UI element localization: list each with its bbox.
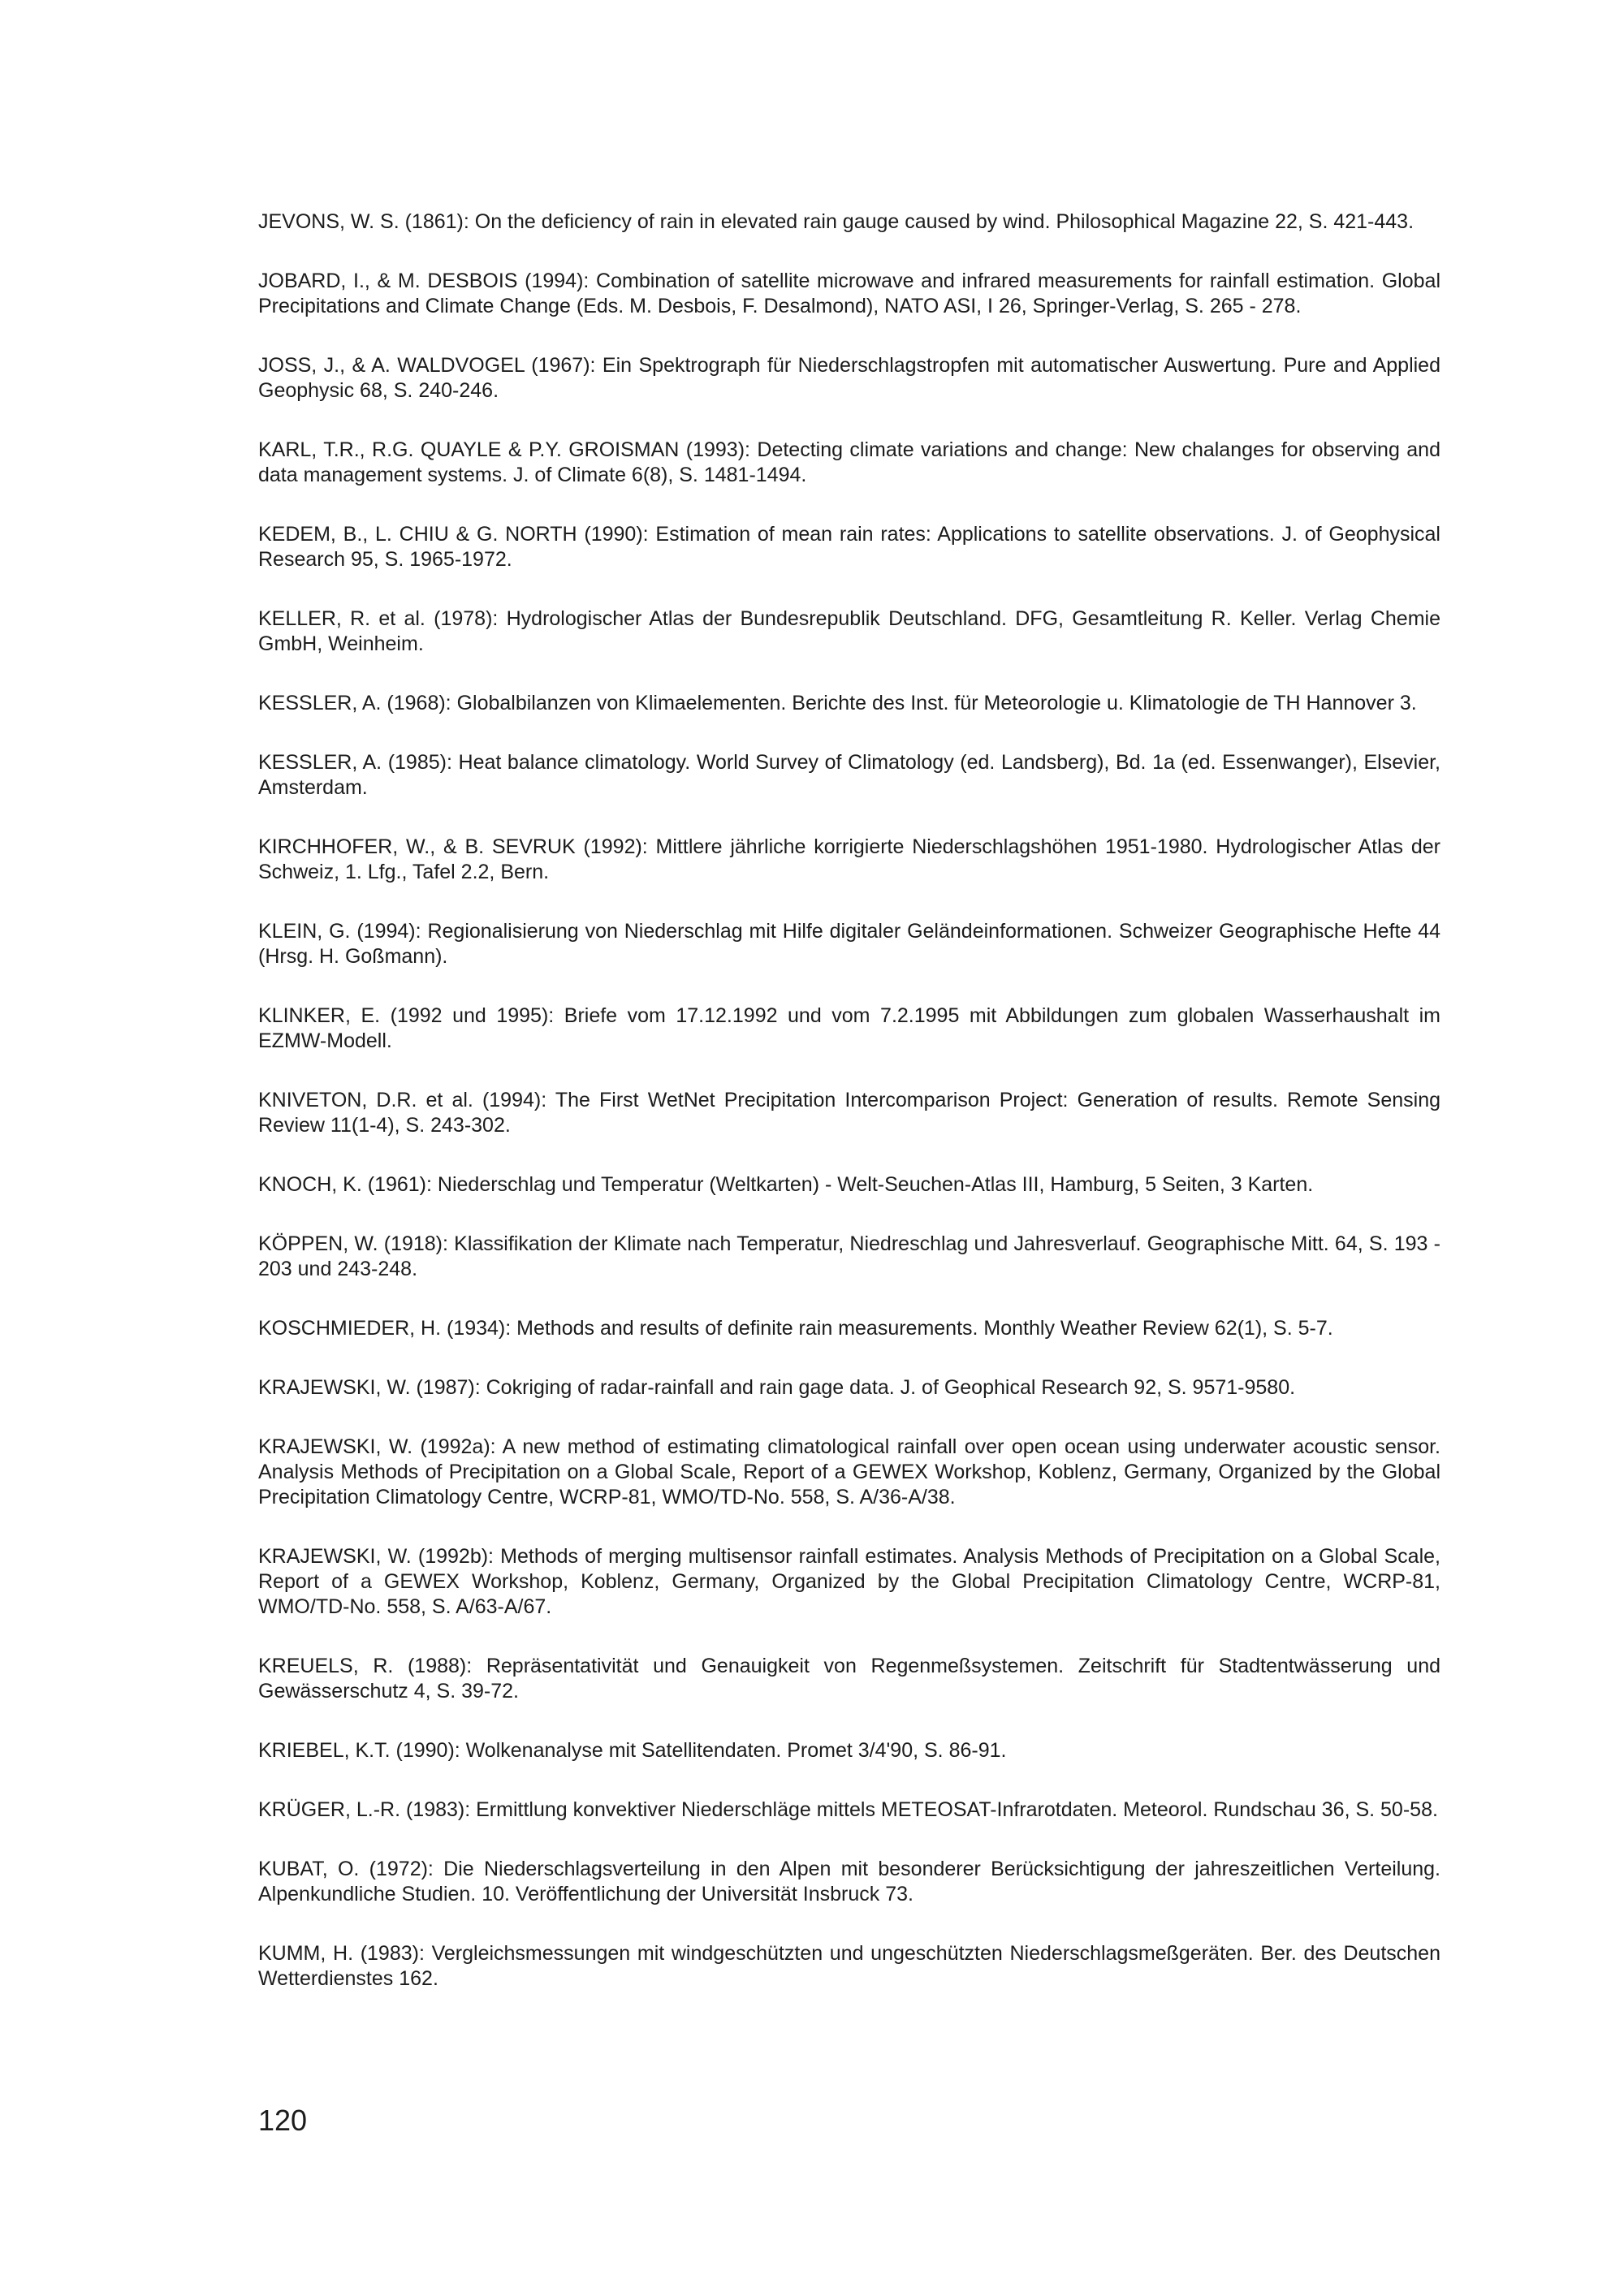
reference-entry: KUBAT, O. (1972): Die Niederschlagsverteilung in den Alpen mit besonderer Berücksichtigung der jahreszeitlichen Verteilung. Alpenkundliche Studien. 10. Veröffentlichung der Universität Insbruck 73. bbox=[258, 1858, 1440, 1905]
page-number: 120 bbox=[258, 2104, 308, 2137]
reference-entry: KESSLER, A. (1968): Globalbilanzen von Klimaelementen. Berichte des Inst. für Meteorologie u. Klimatologie de TH Hannover 3. bbox=[258, 692, 1417, 714]
reference-entry: KIRCHHOFER, W., & B. SEVRUK (1992): Mittlere jährliche korrigierte Niederschlagshöhen 1951-1980. Hydrologischer Atlas der Schweiz, 1. Lfg., Tafel 2.2, Bern. bbox=[258, 835, 1440, 883]
reference-entry: KARL, T.R., R.G. QUAYLE & P.Y. GROISMAN (1993): Detecting climate variations and change: New chalanges for observing and data management systems. J. of Climate 6(8), S. 1481-1494. bbox=[258, 438, 1440, 486]
reference-entry: KRIEBEL, K.T. (1990): Wolkenanalyse mit Satellitendaten. Promet 3/4'90, S. 86-91. bbox=[258, 1739, 1007, 1762]
reference-entry: KESSLER, A. (1985): Heat balance climatology. World Survey of Climatology (ed. Landsberg), Bd. 1a (ed. Essenwanger), Elsevier, Amsterdam. bbox=[258, 751, 1440, 799]
reference-entry: JOBARD, I., & M. DESBOIS (1994): Combination of satellite microwave and infrared measurements for rainfall estimation. Global Precipitations and Climate Change (Eds. M. Desbois, F. Desalmond), NATO ASI, I 26, Springer-Verlag, S. 265 - 278. bbox=[258, 270, 1440, 317]
reference-entry: KNOCH, K. (1961): Niederschlag und Temperatur (Weltkarten) - Welt-Seuchen-Atlas III, Hamburg, 5 Seiten, 3 Karten. bbox=[258, 1173, 1314, 1196]
reference-entry: KLEIN, G. (1994): Regionalisierung von Niederschlag mit Hilfe digitaler Geländeinformationen. Schweizer Geographische Hefte 44 (Hrsg. H. Goßmann). bbox=[258, 920, 1440, 968]
reference-entry: KEDEM, B., L. CHIU & G. NORTH (1990): Estimation of mean rain rates: Applications to satellite observations. J. of Geophysical Research 95, S. 1965-1972. bbox=[258, 523, 1440, 571]
reference-entry: KUMM, H. (1983): Vergleichsmessungen mit windgeschützten und ungeschützten Niederschlagsmeßgeräten. Ber. des Deutschen Wetterdienstes 162. bbox=[258, 1942, 1440, 1990]
reference-entry: KELLER, R. et al. (1978): Hydrologischer Atlas der Bundesrepublik Deutschland. DFG, Gesamtleitung R. Keller. Verlag Chemie GmbH, Weinheim. bbox=[258, 607, 1440, 655]
reference-list bbox=[258, 209, 1440, 2026]
reference-entry: KLINKER, E. (1992 und 1995): Briefe vom 17.12.1992 und vom 7.2.1995 mit Abbildungen zum globalen Wasserhaushalt im EZMW-Modell. bbox=[258, 1004, 1440, 1052]
reference-entry: KRAJEWSKI, W. (1987): Cokriging of radar-rainfall and rain gage data. J. of Geophical Research 92, S. 9571-9580. bbox=[258, 1376, 1296, 1399]
reference-entry: JEVONS, W. S. (1861): On the deficiency of rain in elevated rain gauge caused by wind. Philosophical Magazine 22, S. 421-443. bbox=[258, 210, 1415, 233]
reference-entry: KRAJEWSKI, W. (1992b): Methods of merging multisensor rainfall estimates. Analysis Methods of Precipitation on a Global Scale, Report of a GEWEX Workshop, Koblenz, Germany, Organized by the Global Precipitation Climatology Centre, WCRP-81, WMO/TD-No. 558, S. A/63-A/67. bbox=[258, 1545, 1440, 1618]
reference-entry: KRAJEWSKI, W. (1992a): A new method of estimating climatological rainfall over open ocean using underwater acoustic sensor. Analysis Methods of Precipitation on a Global Scale, Report of a GEWEX Workshop, Koblenz, Germany, Organized by the Global Precipitation Climatology Centre, WCRP-81, WMO/TD-No. 558, S. A/36-A/38. bbox=[258, 1435, 1440, 1508]
reference-entry: KRÜGER, L.-R. (1983): Ermittlung konvektiver Niederschläge mittels METEOSAT-Infrarotdaten. Meteorol. Rundschau 36, S. 50-58. bbox=[258, 1798, 1438, 1821]
reference-entry: KÖPPEN, W. (1918): Klassifikation der Klimate nach Temperatur, Niedreschlag und Jahresverlauf. Geographische Mitt. 64, S. 193 - 203 und 243-248. bbox=[258, 1232, 1440, 1280]
reference-entry: KOSCHMIEDER, H. (1934): Methods and results of definite rain measurements. Monthly Weather Review 62(1), S. 5-7. bbox=[258, 1317, 1333, 1340]
reference-entry: KNIVETON, D.R. et al. (1994): The First WetNet Precipitation Intercomparison Project: Generation of results. Remote Sensing Review 11(1-4), S. 243-302. bbox=[258, 1089, 1440, 1137]
reference-entry: KREUELS, R. (1988): Repräsentativität und Genauigkeit von Regenmeßsystemen. Zeitschrift für Stadtentwässerung und Gewässerschutz 4, S. 39-72. bbox=[258, 1655, 1440, 1703]
reference-entry: JOSS, J., & A. WALDVOGEL (1967): Ein Spektrograph für Niederschlagstropfen mit automatischer Auswertung. Pure and Applied Geophysic 68, S. 240-246. bbox=[258, 354, 1440, 402]
